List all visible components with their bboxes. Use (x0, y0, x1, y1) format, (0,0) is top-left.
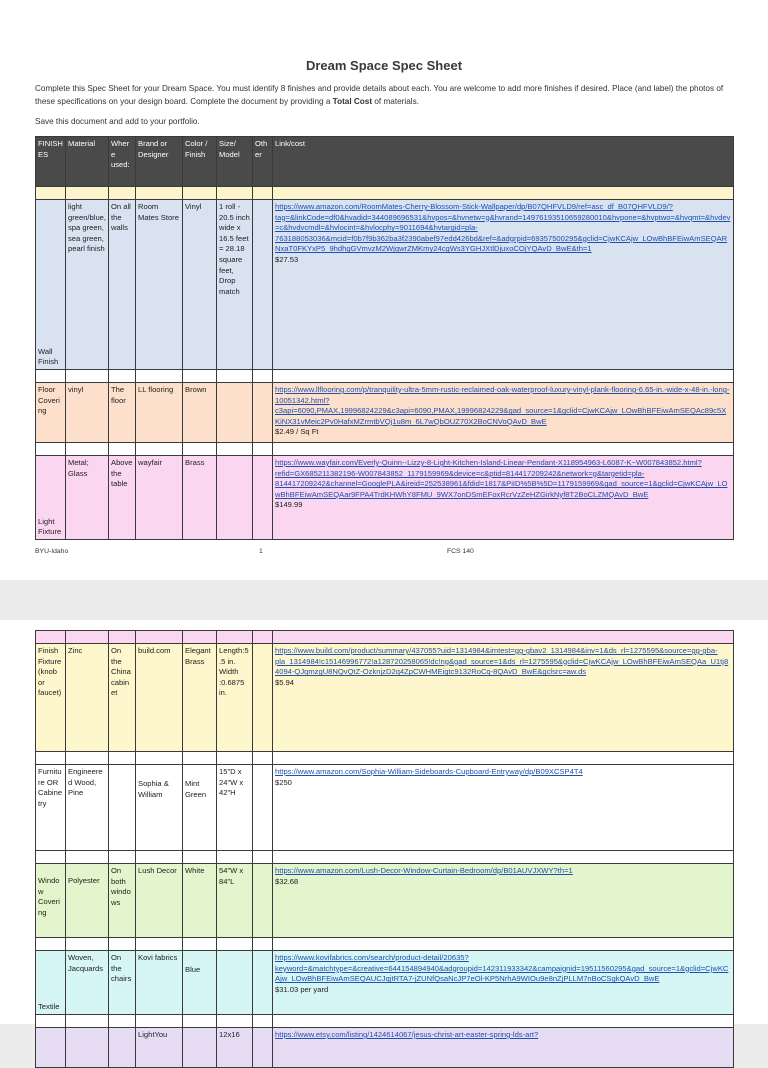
product-link[interactable]: https://www.llflooring.com/p/tranquility-ultra-5mm-rustic-reclaimed-oak-waterproof-luxury-vinyl-plank-flooring-6.65-in.-wide-x-48-in.-long-10051342.html?c3api=6090,PMAX,19996824229&c3api=6090,PMAX,19996824229&gad_source=1&gclid=CjwKCAjw_LOwBhBFEiwAmSEQAc89c5XKiNX31vMeic2Pv0HafxMZrmtbVQj1u8m_6L7wQbOUZ70X2BoCNVoQAvD_BwE (275, 385, 730, 426)
header-finishes: FINISHES (36, 137, 66, 187)
footer-page-number: 1 (259, 548, 263, 555)
table-row (36, 951, 734, 1015)
spacer-row (36, 851, 734, 864)
size-cell (217, 456, 253, 540)
brand-cell: LightYou (136, 1028, 183, 1068)
spacer-row (36, 631, 734, 644)
finish-cell: Finish Fixture (knob or faucet) (36, 644, 66, 752)
link-cost-cell (273, 765, 734, 851)
table-row (36, 200, 734, 370)
color-cell (183, 1028, 217, 1068)
document-title: Dream Space Spec Sheet (305, 58, 463, 73)
other-cell (253, 383, 273, 443)
brand-cell: build.com (136, 644, 183, 752)
other-cell (253, 951, 273, 1015)
cost-value: $27.53 (275, 254, 299, 264)
where-cell: On both windows (109, 864, 136, 938)
color-cell: Brown (183, 383, 217, 443)
product-link[interactable]: https://www.build.com/product/summary/437055?uid=1314984&imtest=gg-gbav2_1314984&inv=1&ds_rl=1275595&source=gg-gba-pla_1314984!c15146996772!a128720258065!dc!ng&gad_source=1&ds_rl=1275595&gclid=CjwKCAjw_LOwBhBFEiwAmSEQAa_U1tj84094-QJqmzgU8NQvQtZ-OzknjzD2q4ZpCWHMEigtc9132RoCq-8QAvD_BwE&gclsrc=aw.ds (275, 646, 729, 677)
link-cost-cell (273, 864, 734, 938)
color-cell: Mint Green (183, 765, 217, 851)
material-cell: Zinc (66, 644, 109, 752)
spacer-row (36, 187, 734, 200)
where-cell: On the chairs (109, 951, 136, 1015)
where-cell: The floor (109, 383, 136, 443)
brand-cell: wayfair (136, 456, 183, 540)
where-cell (109, 765, 136, 851)
product-link[interactable]: https://www.etsy.com/listing/1424614067/jesus-christ-art-easter-spring-lds-art? (275, 1030, 539, 1039)
product-link[interactable]: https://www.wayfair.com/Everly-Quinn--Lizzy-8-Light-Kitchen-Island-Linear-Pendant-X118954963-L6087-K~W007843852.html?refid=GX685211382196-W007843852_1179159969&device=c&ptid=814417209242&network=g&targetid=pla-814417209242&channel=GooglePLA&ireid=252538961&fdid=1817&PiID%5B%5D=1179159969&gad_source=1&gclid=CjwKCAjw_LOwBhBFEiwAmSEQAar9FPA4TrdKHWhY8FMU_9WX7onDSmEFoxRcrVzZeHZGirkNyf8T2BoCLZMQAvD_BwE (275, 458, 728, 499)
material-cell: vinyl (66, 383, 109, 443)
size-cell: 15"D x 24"W x 42"H (217, 765, 253, 851)
other-cell (253, 200, 273, 370)
save-instructions: Save this document and add to your portfolio. (35, 117, 200, 126)
finish-cell: Wall Finish (36, 200, 66, 370)
where-cell: Above the table (109, 456, 136, 540)
link-cost-cell (273, 951, 734, 1015)
instructions-text (35, 83, 735, 108)
material-cell: Engineered Wood, Pine (66, 765, 109, 851)
spacer-row (36, 1015, 734, 1028)
instructions-part-1: Complete this Spec Sheet for your Dream Space. You must identify 8 finishes and provide details about each. You are welcome to add more finishes if desired. Place (and label) the photos of these specifications on your design board. Complete the document by providing a (35, 84, 724, 106)
where-cell: On all the walls (109, 200, 136, 370)
spacer-row (36, 938, 734, 951)
header-material: Material (66, 137, 109, 187)
other-cell (253, 456, 273, 540)
product-link[interactable]: https://www.amazon.com/RoomMates-Cherry-Blossom-Stick-Wallpaper/dp/B07QHFVLD9/ref=asc_df_B07QHFVLD9/?tag=&linkCode=df0&hvadid=344089696531&hvpos=&hvnetw=g&hvrand=14976193510659280010&hvpone=&hvptwo=&hvqmt=&hvdev=c&hvdvcmdl=&hvlocint=&hvlocphy=9011694&hvtargid=pla-763188053036&mcid=f0b7f9b362ba3f2390abef97edd426bd&ref=&adgrpid=69357500295&gclid=CjwKCAjw_LOwBhBFEiwAmSEQARNxaT0FKYxP5_9hdhgGVmvzM2WjqwrZMKmy24cgWs3YGHJXtlDjuxoCOjYQAvD_BwE&th=1 (275, 202, 731, 254)
other-cell (253, 864, 273, 938)
size-cell: 54"W x 84"L (217, 864, 253, 938)
cost-value: $32.68 (275, 876, 299, 886)
spacer-row (36, 443, 734, 456)
where-cell: On the China cabinet (109, 644, 136, 752)
instructions-part-2: of materials. (372, 96, 419, 106)
finish-cell (36, 1028, 66, 1068)
link-cost-cell (273, 1028, 734, 1068)
cost-value: $250 (275, 777, 292, 787)
brand-cell: Kovi fabrics (136, 951, 183, 1015)
finish-cell: Textile (36, 951, 66, 1015)
cost-value: $5.94 (275, 677, 295, 687)
other-cell (253, 644, 273, 752)
material-cell: light green/blue, spa green, sea green, pearl finish (66, 200, 109, 370)
finish-cell: Furniture OR Cabinetry (36, 765, 66, 851)
size-cell: 12x16 (217, 1028, 253, 1068)
size-cell: Length:5.5 in. Width :0.6875 in. (217, 644, 253, 752)
size-cell: 1 roll - 20.5 inch wide x 16.5 feet = 28.18 square feet, Drop match (217, 200, 253, 370)
table-row (36, 765, 734, 851)
link-cost-cell (273, 200, 734, 370)
material-cell (66, 1028, 109, 1068)
document-page-2 (0, 620, 768, 1039)
table-row (36, 456, 734, 540)
spec-table-page-2 (35, 630, 734, 1068)
material-cell: Woven, Jacquards (66, 951, 109, 1015)
brand-cell: Lush Decor (136, 864, 183, 938)
where-cell (109, 1028, 136, 1068)
footer-right: FCS 140 (447, 548, 474, 555)
table-row (36, 864, 734, 938)
table-row (36, 383, 734, 443)
cost-value: $31.03 per yard (275, 984, 329, 994)
color-cell: Elegant Brass (183, 644, 217, 752)
header-brand: Brand or Designer (136, 137, 183, 187)
table-row (36, 1028, 734, 1068)
header-color: Color / Finish (183, 137, 217, 187)
cost-value: $2.49 / Sq Ft (275, 427, 319, 437)
material-cell: Metal; Glass (66, 456, 109, 540)
product-link[interactable]: https://www.kovifabrics.com/search/product-detail/20635?keyword=&matchtype=&creative=644154894940&adgroupid=142311933342&campaignid=19511560295&gad_source=1&gclid=CjwKCAjw_LOwBhBFEiwAmSEQAUCJqjtRTA7-jZUNfQsaNcJP7eOl-KP5NrhA9WIOu9e8nZjPLLM7nBoCSgkQAvD_BwE (275, 953, 729, 984)
header-size: Size/ Model (217, 137, 253, 187)
color-cell: Vinyl (183, 200, 217, 370)
table-header-row (36, 137, 734, 187)
size-cell (217, 383, 253, 443)
product-link[interactable]: https://www.amazon.com/Sophia-William-Sideboards-Cupboard-Entryway/dp/B09XCSP4T4 (275, 767, 583, 776)
color-cell: Brass (183, 456, 217, 540)
size-cell (217, 951, 253, 1015)
link-cost-cell (273, 644, 734, 752)
header-link-cost: Link/cost (273, 137, 734, 187)
brand-cell: Sophia & William (136, 765, 183, 851)
color-cell: Blue (183, 951, 217, 1015)
footer-left: BYU-Idaho (35, 548, 69, 555)
table-row (36, 644, 734, 752)
other-cell (253, 765, 273, 851)
header-where-used: Where used: (109, 137, 136, 187)
header-other: Other (253, 137, 273, 187)
brand-cell: LL flooring (136, 383, 183, 443)
instructions-bold: Total Cost (332, 96, 373, 106)
other-cell (253, 1028, 273, 1068)
material-cell: Polyester (66, 864, 109, 938)
spacer-row (36, 370, 734, 383)
link-cost-cell (273, 383, 734, 443)
cost-value: $149.99 (275, 500, 303, 510)
finish-cell: Window Covering (36, 864, 66, 938)
finish-cell: Floor Covering (36, 383, 66, 443)
product-link[interactable]: https://www.amazon.com/Lush-Decor-Window-Curtain-Bedroom/dp/B01AUVJXWY?th=1 (275, 866, 573, 875)
color-cell: White (183, 864, 217, 938)
finish-cell: Light Fixture (36, 456, 66, 540)
link-cost-cell (273, 456, 734, 540)
brand-cell: Room Mates Store (136, 200, 183, 370)
spacer-row (36, 752, 734, 765)
spec-table-page-1 (35, 136, 734, 540)
